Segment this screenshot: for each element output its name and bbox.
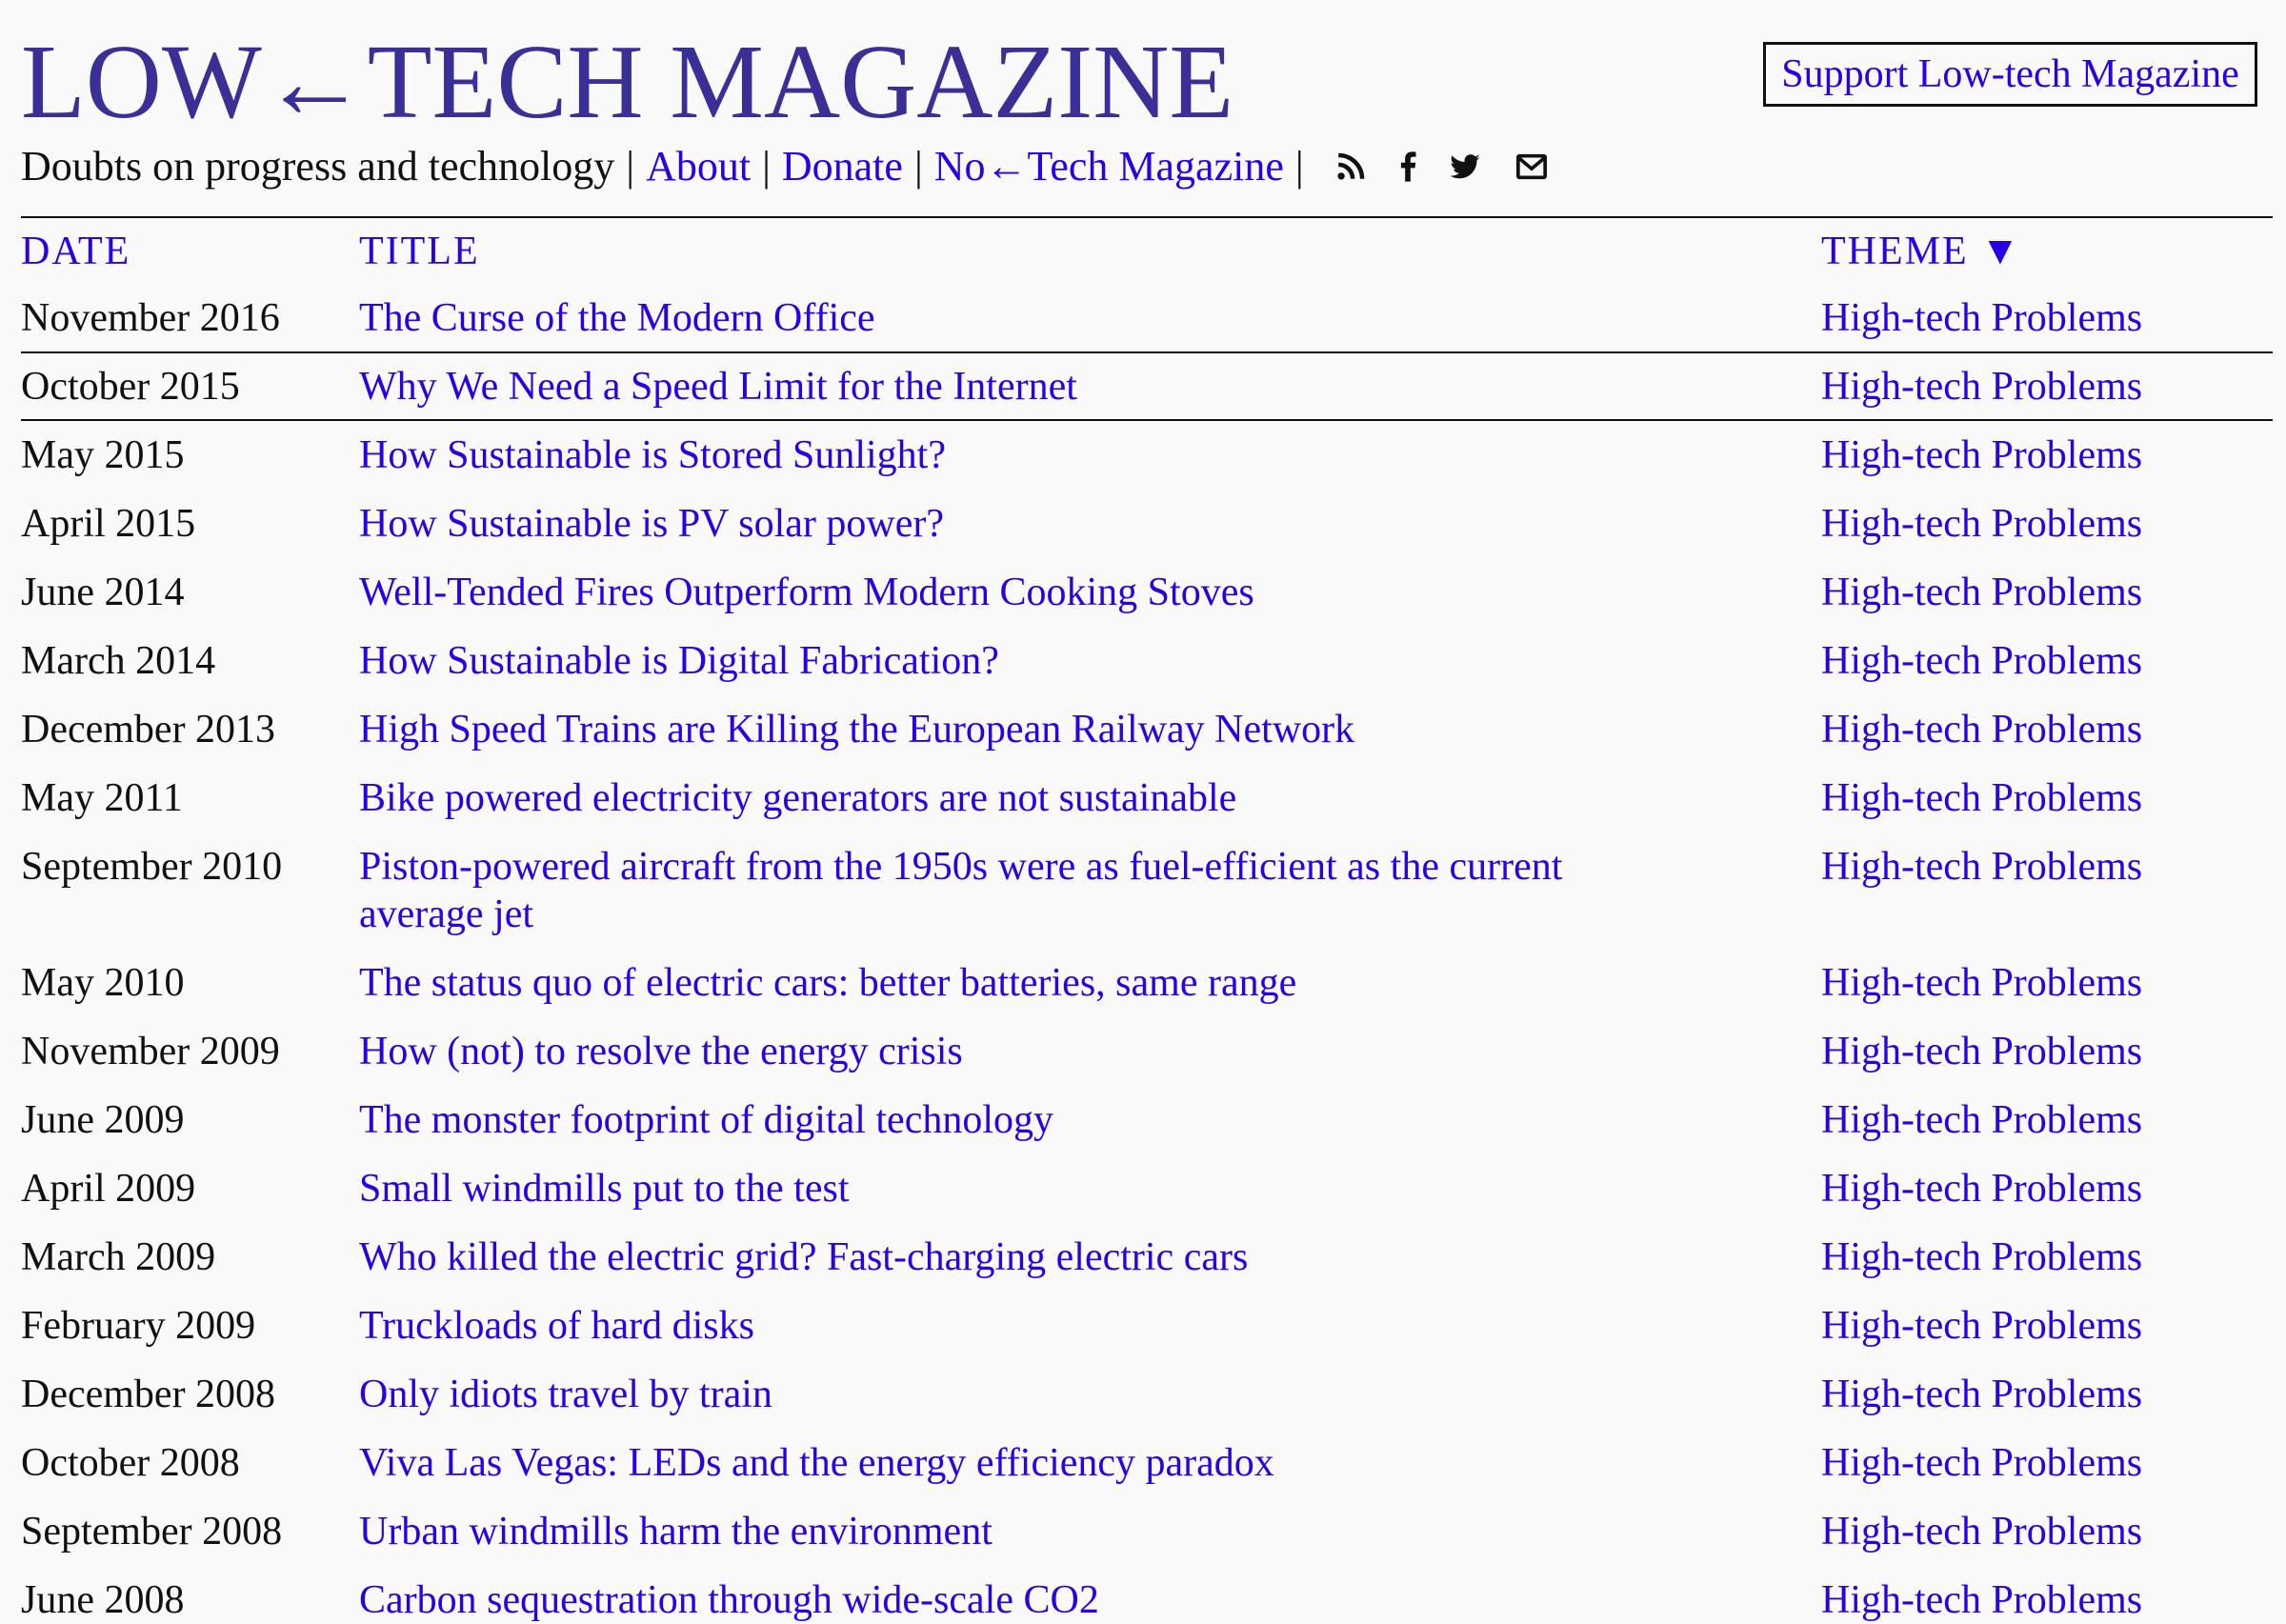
site-title[interactable]: LOW←TECH MAGAZINE xyxy=(21,24,1234,141)
rss-icon[interactable] xyxy=(1333,149,1369,185)
row-theme-link[interactable]: High-tech Problems xyxy=(1821,708,2143,752)
row-date: May 2011 xyxy=(21,776,183,820)
support-button[interactable]: Support Low-tech Magazine xyxy=(1763,42,2257,107)
twitter-icon[interactable] xyxy=(1447,149,1483,185)
row-title-link[interactable]: High Speed Trains are Killing the European Railway Network xyxy=(359,708,1355,752)
row-title-link[interactable]: Who killed the electric grid? Fast-charging electric cars xyxy=(359,1235,1249,1279)
row-theme-link[interactable]: High-tech Problems xyxy=(1821,1304,2143,1348)
nav-no-tech-magazine-link[interactable]: No←Tech Magazine xyxy=(933,143,1284,190)
row-title-link[interactable]: Piston-powered aircraft from the 1950s were as fuel-efficient as the current average jet xyxy=(359,845,1563,936)
row-date: March 2009 xyxy=(21,1235,216,1279)
row-title-link[interactable]: How Sustainable is PV solar power? xyxy=(359,502,944,546)
row-date: April 2015 xyxy=(21,502,196,546)
row-theme-link[interactable]: High-tech Problems xyxy=(1821,1167,2143,1211)
row-date: November 2009 xyxy=(21,1030,280,1073)
tagline: Doubts on progress and technology xyxy=(21,143,615,190)
row-date: November 2016 xyxy=(21,296,280,340)
row-theme-link[interactable]: High-tech Problems xyxy=(1821,502,2143,546)
row-date: September 2010 xyxy=(21,845,283,889)
row-divider xyxy=(21,351,2273,353)
row-title-link[interactable]: How (not) to resolve the energy crisis xyxy=(359,1030,963,1073)
row-theme-link[interactable]: High-tech Problems xyxy=(1821,1578,2143,1622)
row-date: October 2015 xyxy=(21,365,240,409)
row-date: October 2008 xyxy=(21,1441,240,1485)
row-date: December 2013 xyxy=(21,708,276,752)
row-date: December 2008 xyxy=(21,1373,276,1416)
facebook-icon[interactable] xyxy=(1390,149,1426,185)
email-icon[interactable] xyxy=(1514,149,1550,185)
row-title-link[interactable]: Why We Need a Speed Limit for the Internet xyxy=(359,365,1077,409)
table-header xyxy=(21,225,2273,278)
row-theme-link[interactable]: High-tech Problems xyxy=(1821,1510,2143,1554)
row-date: March 2014 xyxy=(21,639,216,683)
row-date: April 2009 xyxy=(21,1167,196,1211)
row-theme-link[interactable]: High-tech Problems xyxy=(1821,296,2143,340)
row-title-link[interactable]: How Sustainable is Digital Fabrication? xyxy=(359,639,999,683)
separator: | xyxy=(1294,143,1304,190)
row-title-link[interactable]: Urban windmills harm the environment xyxy=(359,1510,993,1554)
row-theme-link[interactable]: High-tech Problems xyxy=(1821,1030,2143,1073)
row-title-link[interactable]: The status quo of electric cars: better batteries, same range xyxy=(359,961,1297,1005)
row-theme-link[interactable]: High-tech Problems xyxy=(1821,639,2143,683)
header-divider xyxy=(21,216,2273,218)
nav-about-link[interactable]: About xyxy=(646,143,752,190)
row-title-link[interactable]: Small windmills put to the test xyxy=(359,1167,850,1211)
row-title-link[interactable]: The Curse of the Modern Office xyxy=(359,296,875,340)
row-theme-link[interactable]: High-tech Problems xyxy=(1821,433,2143,477)
tagline-nav-row xyxy=(21,139,1550,194)
row-date: September 2008 xyxy=(21,1510,283,1554)
theme-column-header[interactable]: THEME ▼ xyxy=(1821,230,2022,273)
separator: | xyxy=(626,143,635,190)
row-date: June 2009 xyxy=(21,1098,185,1142)
row-theme-link[interactable]: High-tech Problems xyxy=(1821,1441,2143,1485)
row-divider xyxy=(21,419,2273,421)
row-date: May 2010 xyxy=(21,961,185,1005)
row-date: February 2009 xyxy=(21,1304,256,1348)
row-title-link[interactable]: Bike powered electricity generators are not sustainable xyxy=(359,776,1237,820)
row-title-link[interactable]: Truckloads of hard disks xyxy=(359,1304,754,1348)
row-title-link[interactable]: Only idiots travel by train xyxy=(359,1373,772,1416)
date-column-header[interactable]: DATE xyxy=(21,230,131,273)
nav-donate-link[interactable]: Donate xyxy=(781,143,903,190)
row-theme-link[interactable]: High-tech Problems xyxy=(1821,1098,2143,1142)
row-theme-link[interactable]: High-tech Problems xyxy=(1821,776,2143,820)
title-column-header[interactable]: TITLE xyxy=(359,230,480,273)
row-date: June 2014 xyxy=(21,571,185,614)
row-date: May 2015 xyxy=(21,433,185,477)
row-title-link[interactable]: Well-Tended Fires Outperform Modern Cooking Stoves xyxy=(359,571,1254,614)
row-theme-link[interactable]: High-tech Problems xyxy=(1821,961,2143,1005)
row-theme-link[interactable]: High-tech Problems xyxy=(1821,571,2143,614)
row-title-link[interactable]: Carbon sequestration through wide-scale CO2 xyxy=(359,1578,1099,1622)
row-theme-link[interactable]: High-tech Problems xyxy=(1821,1235,2143,1279)
social-icons xyxy=(1333,149,1550,185)
row-date: June 2008 xyxy=(21,1578,185,1622)
row-theme-link[interactable]: High-tech Problems xyxy=(1821,365,2143,409)
separator: | xyxy=(913,143,923,190)
separator: | xyxy=(762,143,771,190)
row-title-link[interactable]: How Sustainable is Stored Sunlight? xyxy=(359,433,946,477)
row-theme-link[interactable]: High-tech Problems xyxy=(1821,845,2143,889)
row-theme-link[interactable]: High-tech Problems xyxy=(1821,1373,2143,1416)
row-title-link[interactable]: Viva Las Vegas: LEDs and the energy efficiency paradox xyxy=(359,1441,1274,1485)
row-title-link[interactable]: The monster footprint of digital technology xyxy=(359,1098,1054,1142)
